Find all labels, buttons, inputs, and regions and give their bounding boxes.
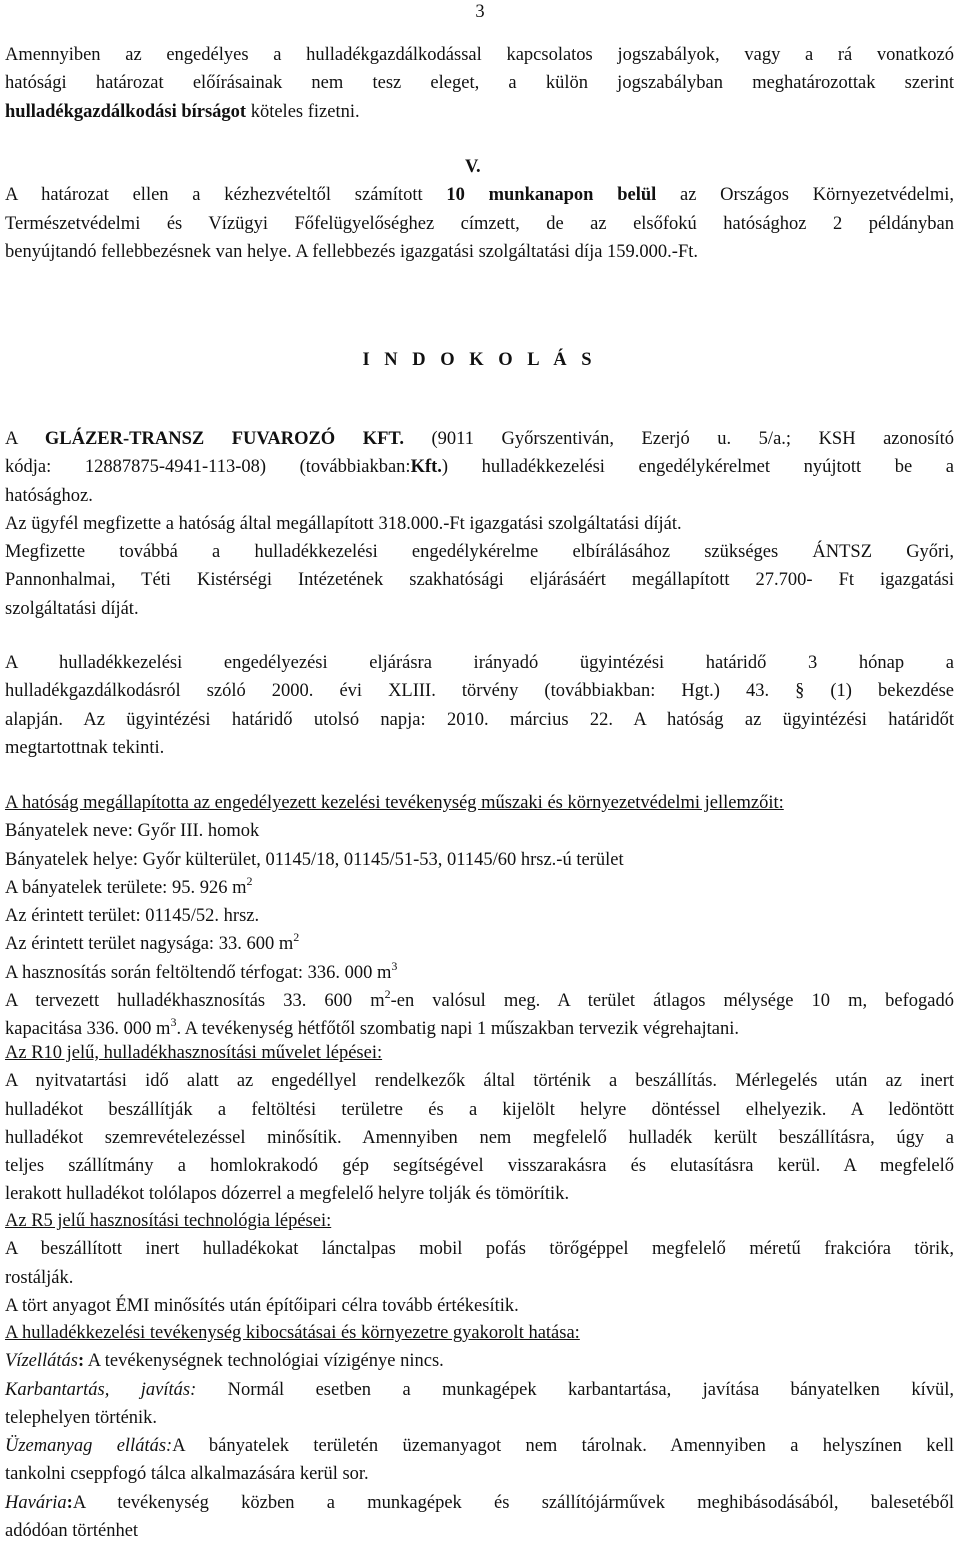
fuel-line-2: tankolni cseppfogó tálca alkalmazására kerül sor. <box>5 1464 369 1485</box>
capacity-sup: 3 <box>170 1015 177 1030</box>
fill-volume-text: A hasznosítás során feltöltendő térfogat: 336. 000 m <box>5 962 392 983</box>
water-label: Vízellátás <box>5 1351 78 1372</box>
indoklas-line-2 <box>5 453 954 481</box>
page-number: 3 <box>475 2 485 22</box>
section-v-line-1 <box>5 181 954 209</box>
intro-paragraph <box>5 41 954 126</box>
r10-heading: Az R10 jelű, hulladékhasznosítási művelet lépései: <box>5 1043 383 1063</box>
impact-heading: A hulladékkezelési tevékenység kibocsátásai és környezetre gyakorolt hatása: <box>5 1323 580 1343</box>
mine-area-text: A bányatelek területe: 95. 926 m <box>5 877 247 898</box>
r10-line-5: lerakott hulladékot tolólapos dózerrel a megfelelő helyre tolják és tömörítik. <box>5 1184 570 1205</box>
indoklas-line-1 <box>5 425 954 453</box>
intro-line-3-rest: köteles fizetni. <box>246 101 360 122</box>
r10-line-3: hulladékot szemrevételezéssel minősítik. Amennyiben nem megfelelő hulladék került beszállításra, úgy a <box>5 1127 954 1148</box>
maintenance-label: Karbantartás, javítás: <box>5 1379 197 1400</box>
features-section <box>5 789 954 1044</box>
indoklas-line-3: hatósághoz. <box>5 485 93 506</box>
indoklas-line-5: Megfizette továbbá a hulladékkezelési engedélykérelme elbírálásához szükséges ÁNTSZ Győri, <box>5 542 954 563</box>
section-v-heading: V. <box>465 157 481 177</box>
mine-area <box>5 874 954 902</box>
mine-location: Bányatelek helye: Győr külterület, 01145/18, 01145/51-53, 01145/60 hrsz.-ú terület <box>5 849 624 870</box>
r5-line-3: A tört anyagot ÉMI minősítés után építőipari célra tovább értékesítik. <box>5 1295 519 1316</box>
r10-line-1: A nyitvatartási idő alatt az engedéllyel rendelkezők által történik a beszállítás. Mérlegelés után az inert <box>5 1071 954 1092</box>
r5-section <box>5 1207 954 1320</box>
fuel-text: A bányatelek területén üzemanyagot nem tárolnak. Amennyiben a helyszínen kell <box>172 1436 954 1457</box>
water-colon: : <box>77 1351 85 1372</box>
deadline-line-2: hulladékgazdálkodásról szóló 2000. évi XLIII. törvény (továbbiakban: Hgt.) 43. § (1) bekezdése <box>5 681 954 702</box>
accident-colon: : <box>66 1492 73 1513</box>
fill-volume-sup: 3 <box>391 958 398 973</box>
indoklas-l1-post: (9011 Győrszentiván, Ezerjó u. 5/a.; KSH azonosító <box>403 429 954 449</box>
fuel-line-1 <box>5 1432 954 1460</box>
appeal-deadline: 10 munkanapon belül <box>446 185 657 206</box>
indoklas-body <box>5 425 954 623</box>
deadline-line-3: alapján. Az ügyintézési határidő utolsó napja: 2010. március 22. A hatóság az ügyintézési határidőt <box>5 709 954 730</box>
indoklas-l2-pre: kódja: 12887875-4941-113-08) (továbbiakban: <box>5 457 411 478</box>
indoklas-title: I N D O K O L Á S <box>362 350 597 370</box>
mine-area-sup: 2 <box>246 873 253 888</box>
affected-size-sup: 2 <box>293 930 300 945</box>
accident-line-1 <box>5 1489 954 1517</box>
planned-b: -en valósul meg. A terület átlagos mélysége 10 m, befogadó <box>390 991 954 1012</box>
accident-text: A tevékenység közben a munkagépek és szállítójárművek meghibásodásából, balesetéből <box>72 1492 954 1513</box>
mine-name: Bányatelek neve: Győr III. homok <box>5 821 260 842</box>
intro-line-3 <box>5 98 954 126</box>
intro-line-2: hatósági határozat előírásainak nem tesz eleget, a külön jogszabályban meghatározottak szerint <box>5 73 954 94</box>
planned-sup: 2 <box>384 987 391 1002</box>
maintenance-line-2: telephelyen történik. <box>5 1407 158 1428</box>
water-supply <box>5 1347 954 1375</box>
section-v <box>5 153 954 266</box>
r5-heading: Az R5 jelű hasznosítási technológia lépései: <box>5 1211 332 1231</box>
water-text: A tevékenységnek technológiai vízigénye nincs. <box>84 1351 444 1372</box>
intro-line-1: Amennyiben az engedélyes a hulladékgazdálkodással kapcsolatos jogszabályok, vagy a rá vonatkozó <box>5 45 954 65</box>
indoklas-line-6: Pannonhalmai, Téti Kistérségi Intézetének szakhatósági eljárásáért megállapított 27.700- Ft igazgatási <box>5 570 954 591</box>
fill-volume <box>5 959 954 987</box>
indoklas-line-4: Az ügyfél megfizette a hatóság által megállapított 318.000.-Ft igazgatási szolgáltatási díját. <box>5 513 682 534</box>
section-v-line-3: benyújtandó fellebbezésnek van helye. A fellebbezés igazgatási szolgáltatási díja 159.000.-Ft. <box>5 241 699 262</box>
indoklas-l2-post: ) hulladékkezelési engedélykérelmet nyújtott be a <box>441 457 954 478</box>
fine-term: hulladékgazdálkodási bírságot <box>5 101 247 122</box>
accident-line-2: adódóan történhet <box>5 1521 139 1542</box>
fuel-label: Üzemanyag ellátás: <box>5 1436 173 1457</box>
affected-area-size <box>5 930 954 958</box>
features-heading: A hatóság megállapította az engedélyezett kezelési tevékenység műszaki és környezetvédelmi jellemzőit: <box>5 793 784 813</box>
indoklas-line-7: szolgáltatási díját. <box>5 598 139 619</box>
r5-line-1: A beszállított inert hulladékokat lánctalpas mobil pofás törőgéppel megfelelő méretű frakcióra törik, <box>5 1239 954 1260</box>
section-v-l1-pre: A határozat ellen a kézhezvételtől számított <box>5 185 447 206</box>
planned-utilisation <box>5 987 954 1015</box>
company-name: GLÁZER-TRANSZ FUVAROZÓ KFT. <box>44 429 404 449</box>
deadline-line-1: A hulladékkezelési engedélyezési eljárásra irányadó ügyintézési határidő 3 hónap a <box>5 653 954 673</box>
affected-size-text: Az érintett terület nagysága: 33. 600 m <box>5 934 294 955</box>
section-v-line-2: Természetvédelmi és Vízügyi Főfelügyelőséghez címzett, de az elsőfokú hatósághoz 2 példányban <box>5 213 954 234</box>
accident-label: Havária <box>5 1492 67 1513</box>
r10-section <box>5 1039 954 1209</box>
company-short-name: Kft. <box>410 457 442 478</box>
maintenance-text: Normál esetben a munkagépek karbantartása, javítása bányatelken kívül, <box>196 1379 954 1400</box>
planned-a: A tervezett hulladékhasznosítás 33. 600 m <box>5 991 385 1012</box>
deadline-paragraph <box>5 649 954 762</box>
impact-section <box>5 1319 954 1545</box>
deadline-line-4: megtartottnak tekinti. <box>5 737 165 758</box>
indoklas-l1-pre: A <box>5 429 45 449</box>
affected-area: Az érintett terület: 01145/52. hrsz. <box>5 906 260 927</box>
capacity-b: . A tevékenység hétfőtől szombatig napi 1 műszakban tervezik végrehajtani. <box>176 1019 739 1040</box>
capacity-a: kapacitása 336. 000 m <box>5 1019 171 1040</box>
r10-line-4: teljes szállítmány a homlokrakodó gép segítségével visszarakásra és elutasításra kerül. A megfelelő <box>5 1156 954 1177</box>
r5-line-2: rostálják. <box>5 1267 74 1288</box>
section-v-l1-post: az Országos Környezetvédelmi, <box>656 185 955 206</box>
maintenance-line-1 <box>5 1376 954 1404</box>
r10-line-2: hulladékot beszállítják a feltöltési területre és a kijelölt helyre döntéssel elhelyezik. A ledöntött <box>5 1099 954 1120</box>
